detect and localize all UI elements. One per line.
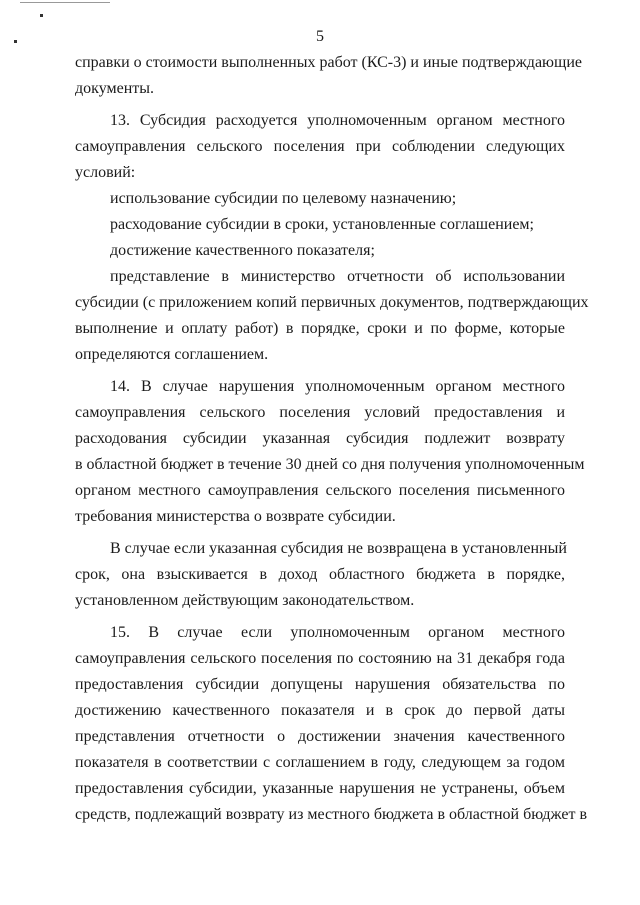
text-line: использование субсидии по целевому назначению; (110, 190, 457, 207)
text-line: самоуправления сельского поселения при соблюдении следующих (75, 138, 565, 155)
text-line: 13. Субсидия расходуется уполномоченным органом местного (110, 112, 565, 129)
text-line: достижению качественного показателя и в срок до первой даты (75, 702, 565, 719)
text-line: в областной бюджет в течение 30 дней со дня получения уполномоченным (75, 456, 585, 473)
text-line: субсидии (с приложением копий первичных документов, подтверждающих (75, 294, 589, 311)
text-line: предоставления субсидии, указанные нарушения не устранены, объем (75, 780, 565, 797)
text-line: условий: (75, 164, 136, 181)
text-line: предоставления субсидии допущены нарушения обязательства по (75, 676, 565, 693)
page-number: 5 (316, 28, 324, 45)
text-line: выполнение и оплату работ) в порядке, сроки и по форме, которые (75, 320, 565, 337)
text-line: требования министерства о возврате субсидии. (75, 508, 396, 525)
text-line: определяются соглашением. (75, 346, 269, 363)
text-line: 15. В случае если уполномоченным органом местного (110, 624, 565, 641)
scan-mark-top (40, 14, 43, 17)
text-line: представление в министерство отчетности об использовании (110, 268, 565, 285)
text-line: расходование субсидии в сроки, установленные соглашением; (110, 216, 534, 233)
text-line: средств, подлежащий возврату из местного бюджета в областной бюджет в (75, 806, 587, 823)
text-line: показателя в соответствии с соглашением в году, следующем за годом (75, 754, 565, 771)
document-body (75, 50, 589, 828)
text-line: расходования субсидии указанная субсидия подлежит возврату (75, 430, 565, 447)
text-line: документы. (75, 80, 155, 97)
text-line: самоуправления сельского поселения условий предоставления и (75, 404, 565, 421)
text-line: 14. В случае нарушения уполномоченным органом местного (110, 378, 565, 395)
text-line: установленном действующим законодательством. (75, 592, 415, 609)
scan-rule-top (20, 2, 110, 3)
text-line: органом местного самоуправления сельского поселения письменного (75, 482, 565, 499)
text-line: срок, она взыскивается в доход областного бюджета в порядке, (75, 566, 565, 583)
text-line: представления отчетности о достижении значения качественного (75, 728, 565, 745)
text-line: справки о стоимости выполненных работ (КС-3) и иные подтверждающие (75, 54, 582, 71)
text-line: достижение качественного показателя; (110, 242, 375, 259)
text-line: В случае если указанная субсидия не возвращена в установленный (110, 540, 567, 557)
text-line: самоуправления сельского поселения по состоянию на 31 декабря года (75, 650, 565, 667)
